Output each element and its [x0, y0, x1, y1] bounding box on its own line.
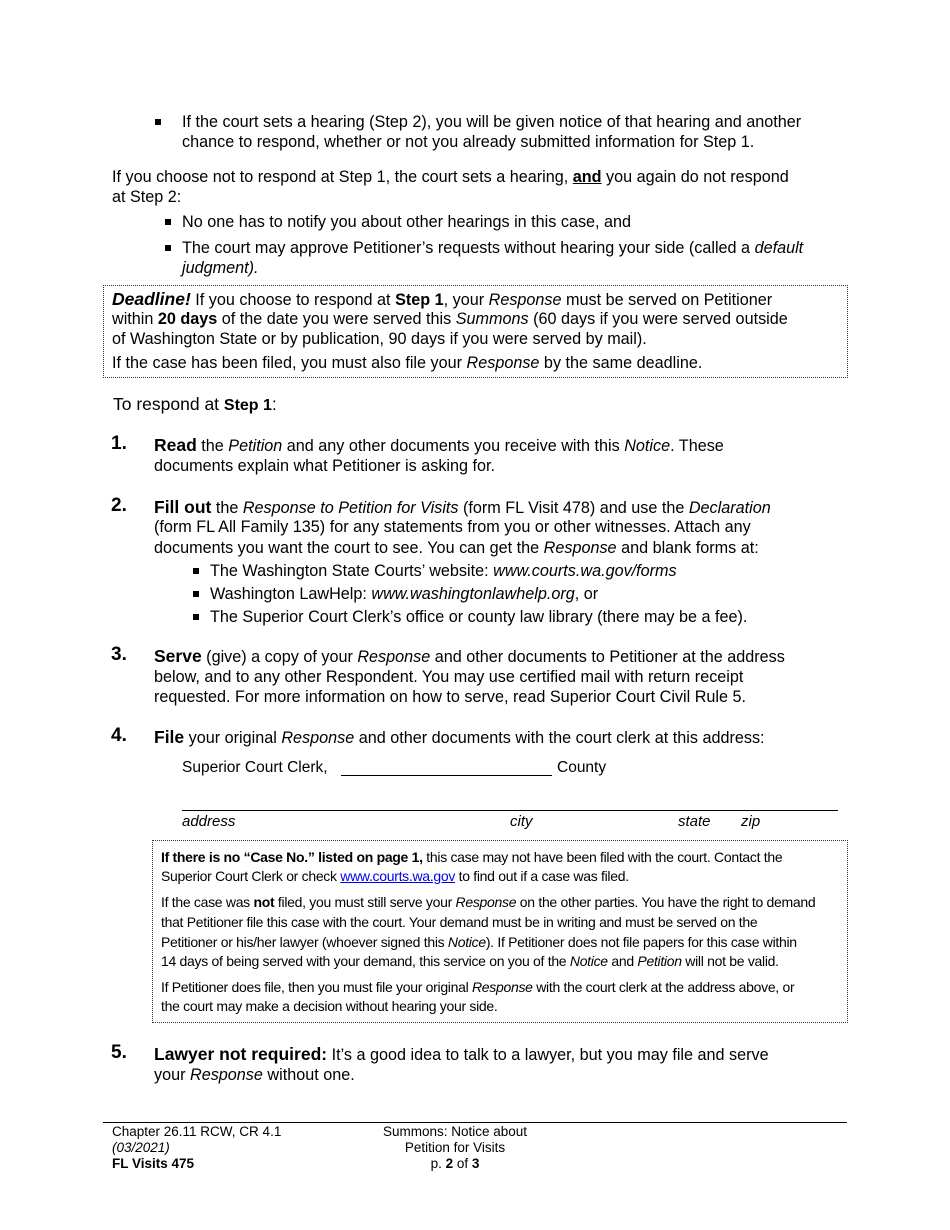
address-label: address: [182, 813, 236, 830]
county-label: County: [557, 759, 607, 776]
zip-label: zip: [741, 813, 761, 830]
footer-title-line1: Summons: Notice about: [382, 1124, 528, 1139]
step-1-line2: documents explain what Petitioner is asking for.: [154, 457, 496, 475]
step-2-line2: (form FL All Family 135) for any statements from you or other witnesses. Attach any: [154, 518, 751, 536]
step-3-line1: Serve (give) a copy of your Response and other documents to Petitioner at the address: [154, 646, 785, 666]
step-5-line1: Lawyer not required: It’s a good idea to talk to a lawyer, but you may file and serve: [154, 1044, 769, 1064]
step-4-line1: File your original Response and other documents with the court clerk at this address:: [154, 727, 765, 747]
no-response-line1: If you choose not to respond at Step 1, the court sets a hearing, and you again do not respond: [112, 168, 789, 186]
clerk-label: Superior Court Clerk,: [182, 759, 328, 776]
footer-rule: [103, 1122, 847, 1123]
bullet-marker: [193, 614, 199, 620]
deadline-line2: within 20 days of the date you were served this Summons (60 days if you were served outside: [112, 310, 788, 328]
step-2-bullet1: The Washington State Courts’ website: www.courts.wa.gov/forms: [210, 562, 677, 580]
step-1-number: 1.: [111, 433, 127, 454]
footer-date: (03/2021): [112, 1140, 170, 1155]
no-response-bullet1: No one has to notify you about other hearings in this case, and: [182, 213, 632, 231]
city-label: city: [510, 813, 533, 830]
footer-statute: Chapter 26.11 RCW, CR 4.1: [112, 1124, 282, 1139]
bullet-marker: [193, 568, 199, 574]
step-3-line2: below, and to any other Respondent. You may use certified mail with return receipt: [154, 668, 744, 686]
no-response-bullet2: The court may approve Petitioner’s requests without hearing your side (called a default: [182, 239, 804, 257]
no-response-bullet2-line2: judgment).: [182, 259, 259, 277]
step-1-line1: Read the Petition and any other documents you receive with this Notice. These: [154, 435, 724, 455]
deadline-line4: If the case has been filed, you must also file your Response by the same deadline.: [112, 354, 703, 372]
respond-heading: To respond at Step 1:: [113, 394, 277, 414]
state-label: state: [678, 813, 711, 830]
case-box-p1-line1: If there is no “Case No.” listed on page 1, this case may not have been filed with the court. Contact the: [161, 849, 783, 865]
step-2-bullet2: Washington LawHelp: www.washingtonlawhelp.org, or: [210, 585, 599, 603]
footer-page-number: p. 2 of 3: [430, 1156, 480, 1171]
step-3-line3: requested. For more information on how to serve, read Superior Court Civil Rule 5.: [154, 688, 747, 706]
step-2-line3: documents you want the court to see. You can get the Response and blank forms at:: [154, 539, 759, 557]
bullet-marker: [155, 119, 161, 125]
step-2-number: 2.: [111, 495, 127, 516]
footer-form-id: FL Visits 475: [112, 1156, 195, 1171]
step-2-bullet3: The Superior Court Clerk’s office or county law library (there may be a fee).: [210, 608, 748, 626]
case-box-p3-line1: If Petitioner does file, then you must file your original Response with the court clerk at the address above, or: [161, 979, 795, 995]
courts-website-link[interactable]: www.courts.wa.gov: [340, 868, 456, 884]
case-box-p2-line1: If the case was not filed, you must still serve your Response on the other parties. You have the right to demand: [161, 894, 816, 910]
no-response-line2: at Step 2:: [112, 188, 182, 206]
step-3-number: 3.: [111, 644, 127, 665]
step-5-number: 5.: [111, 1042, 127, 1063]
deadline-line3: of Washington State or by publication, 90 days if you were served by mail).: [112, 330, 647, 348]
step-5-line2: your Response without one.: [154, 1066, 355, 1084]
case-box-p2-line3: Petitioner or his/her lawyer (whoever signed this Notice). If Petitioner does not file papers for this case within: [161, 934, 797, 950]
step-2-line1: Fill out the Response to Petition for Visits (form FL Visit 478) and use the Declaration: [154, 497, 771, 517]
case-box-p2-line4: 14 days of being served with your demand, this service on you of the Notice and Petition will not be valid.: [161, 953, 779, 969]
address-input-line[interactable]: [182, 810, 838, 811]
deadline-line1: Deadline! If you choose to respond at Step 1, your Response must be served on Petitioner: [112, 289, 773, 309]
footer-title-line2: Petition for Visits: [404, 1140, 506, 1155]
intro-bullet-line2: chance to respond, whether or not you already submitted information for Step 1.: [182, 133, 755, 151]
bullet-marker: [193, 591, 199, 597]
case-box-p2-line2: that Petitioner file this case with the court. Your demand must be in writing and must be served on the: [161, 914, 758, 930]
case-box-p3-line2: the court may make a decision without hearing your side.: [161, 998, 498, 1014]
step-4-number: 4.: [111, 725, 127, 746]
bullet-marker: [165, 219, 171, 225]
intro-bullet-line1: If the court sets a hearing (Step 2), you will be given notice of that hearing and another: [182, 113, 802, 131]
case-box-p1-line2: Superior Court Clerk or check www.courts.wa.gov to find out if a case was filed.: [161, 868, 629, 884]
county-input-line[interactable]: [341, 775, 552, 776]
bullet-marker: [165, 245, 171, 251]
